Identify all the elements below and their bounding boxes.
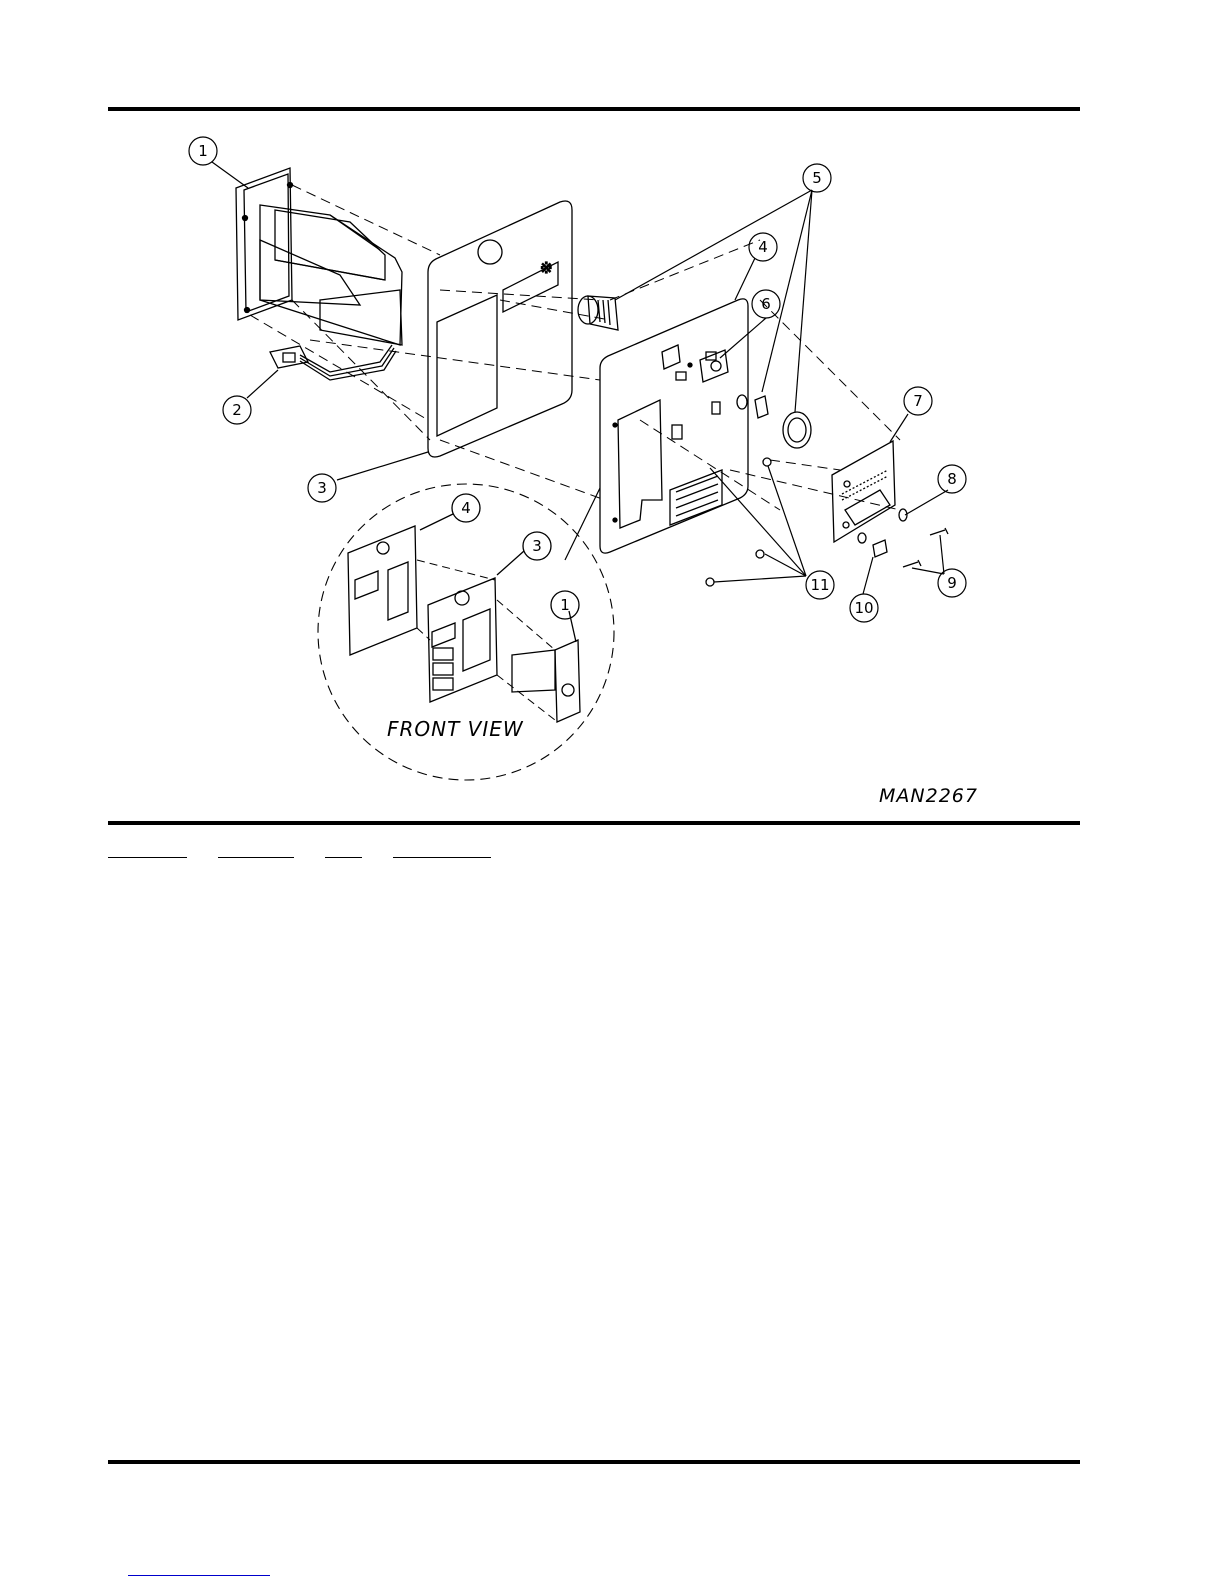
column-header-underline-3 [325,857,362,858]
callout-6: 6 [761,295,771,313]
inset-callout-1: 1 [560,596,570,614]
footer-link-underline[interactable] [128,1575,270,1576]
part-lock-bracket [676,350,728,382]
callout-8: 8 [947,470,957,488]
part-coin-mechanism [236,168,402,345]
callout-leaders [212,162,948,594]
callout-3: 3 [317,479,327,497]
column-header-underline-2 [218,857,294,858]
inset-callout-4: 4 [461,499,471,517]
column-header-underline-1 [108,857,187,858]
diagram-bottom-rule [108,821,1080,825]
inset-label: FRONT VIEW [387,717,524,741]
callout-circles [189,137,966,622]
column-header-underline-4 [393,857,491,858]
drawing-number: MAN2267 [879,785,978,807]
svg-text:※: ※ [540,259,553,277]
callout-4: 4 [758,238,768,256]
callout-10: 10 [854,599,874,617]
inset-callout-3: 3 [532,537,542,555]
part-hardware [706,458,948,586]
page-bottom-rule [108,1460,1080,1464]
callout-11: 11 [810,576,830,594]
callout-5: 5 [812,169,822,187]
part-decal-panel [428,201,572,457]
callout-1: 1 [198,142,208,160]
part-display-board [832,441,895,542]
callout-2: 2 [232,401,242,419]
callout-7: 7 [913,392,923,410]
part-grommet-left [578,296,618,330]
part-mounting-plate [600,299,748,553]
callout-labels [198,142,957,617]
part-harness [270,345,396,380]
callout-9: 9 [947,574,957,592]
